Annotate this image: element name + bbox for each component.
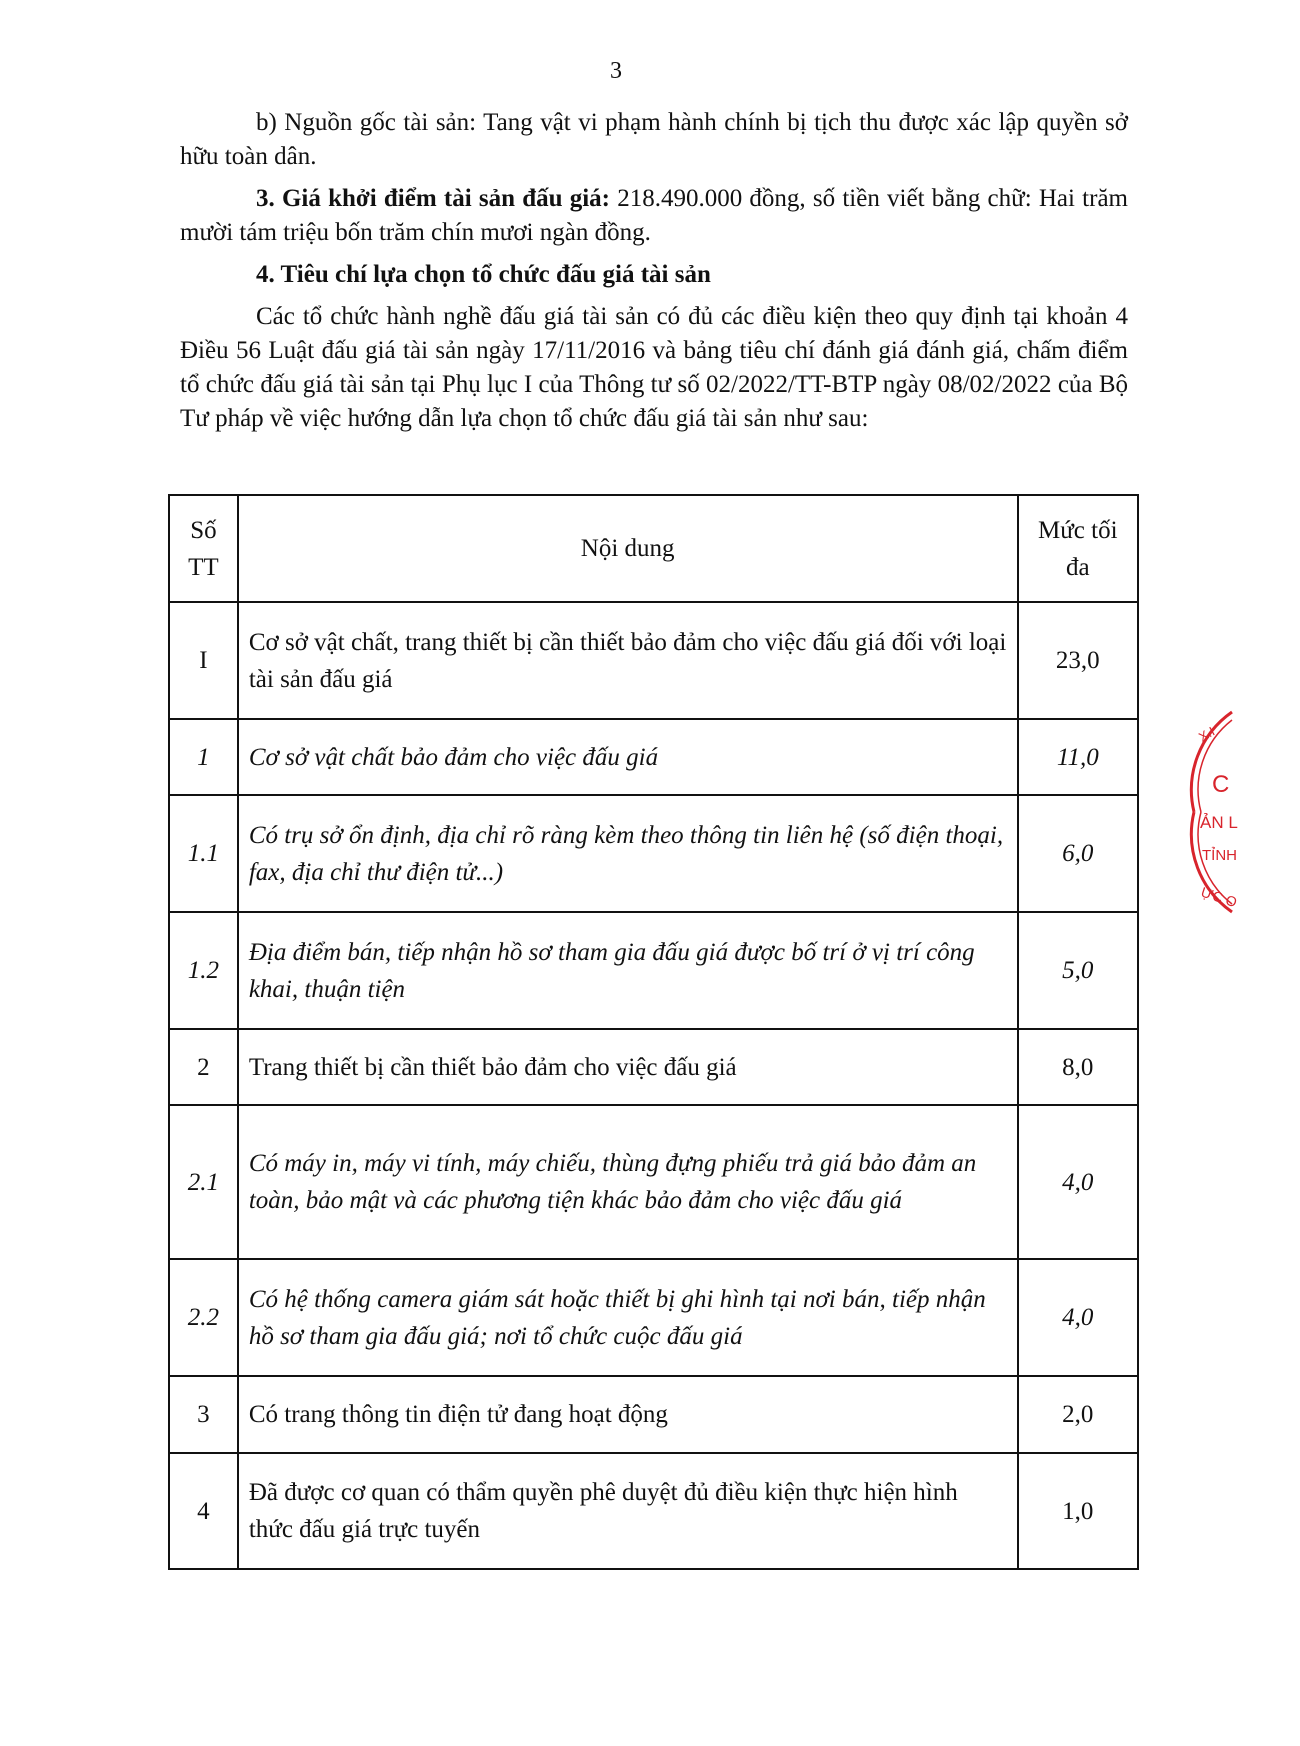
row-max: 4,0 — [1018, 1105, 1138, 1259]
row-max: 23,0 — [1018, 602, 1138, 719]
row-content: Cơ sở vật chất, trang thiết bị cần thiết bảo đảm cho việc đấu giá đối với loại tài sản đấu giá — [238, 602, 1018, 719]
row-num: I — [169, 602, 238, 719]
row-content: Có trụ sở ổn định, địa chỉ rõ ràng kèm theo thông tin liên hệ (số điện thoại, fax, địa chỉ thư điện tử...) — [238, 795, 1018, 912]
table-row — [169, 1029, 1138, 1105]
row-num: 3 — [169, 1376, 238, 1453]
seal-text-1: X.I — [1196, 723, 1218, 745]
page-number: 3 — [610, 58, 622, 84]
row-max: 2,0 — [1018, 1376, 1138, 1453]
starting-price-label: 3. Giá khởi điểm tài sản đấu giá: — [256, 185, 610, 212]
seal-text-5: ỰC O — [1199, 883, 1240, 911]
row-max: 1,0 — [1018, 1453, 1138, 1569]
red-seal-stamp — [1180, 700, 1300, 930]
paragraph-asset-origin: b) Nguồn gốc tài sản: Tang vật vi phạm hành chính bị tịch thu được xác lập quyền sở hữu toàn dân. — [180, 109, 1128, 170]
row-content: Trang thiết bị cần thiết bảo đảm cho việc đấu giá — [238, 1029, 1018, 1105]
paragraph-starting-price — [180, 182, 1128, 250]
row-content: Có hệ thống camera giám sát hoặc thiết bị ghi hình tại nơi bán, tiếp nhận hồ sơ tham gia đấu giá; nơi tổ chức cuộc đấu giá — [238, 1259, 1018, 1376]
table-row — [169, 719, 1138, 795]
row-num: 2 — [169, 1029, 238, 1105]
header-content: Nội dung — [238, 495, 1018, 602]
table-row — [169, 602, 1138, 719]
row-content: Cơ sở vật chất bảo đảm cho việc đấu giá — [238, 719, 1018, 795]
seal-text-4: TỈNH — [1202, 847, 1237, 864]
row-content: Có máy in, máy vi tính, máy chiếu, thùng đựng phiếu trả giá bảo đảm an toàn, bảo mật và các phương tiện khác bảo đảm cho việc đấu giá — [238, 1105, 1018, 1259]
table-row — [169, 795, 1138, 912]
seal-icon — [1180, 700, 1240, 930]
section-heading-criteria: 4. Tiêu chí lựa chọn tổ chức đấu giá tài sản — [256, 261, 711, 288]
document-body — [180, 106, 1128, 444]
table-header-row — [169, 495, 1138, 602]
seal-text-3: ẢN L — [1200, 813, 1238, 832]
table-row — [169, 1259, 1138, 1376]
row-max: 6,0 — [1018, 795, 1138, 912]
criteria-table — [168, 494, 1139, 1570]
row-num: 1.2 — [169, 912, 238, 1029]
row-content: Đã được cơ quan có thẩm quyền phê duyệt đủ điều kiện thực hiện hình thức đấu giá trực tuyến — [238, 1453, 1018, 1569]
row-max: 5,0 — [1018, 912, 1138, 1029]
paragraph-criteria-intro: Các tổ chức hành nghề đấu giá tài sản có đủ các điều kiện theo quy định tại khoản 4 Điều 56 Luật đấu giá tài sản ngày 17/11/2016 và bảng tiêu chí đánh giá đánh giá, chấm điểm tổ chức đấu giá tài sản tại Phụ lục I của Thông tư số 02/2022/TT-BTP ngày 08/02/2022 của Bộ Tư pháp về việc hướng dẫn lựa chọn tổ chức đấu giá tài sản như sau: — [180, 303, 1128, 432]
table-row — [169, 1105, 1138, 1259]
row-num: 1.1 — [169, 795, 238, 912]
row-max: 8,0 — [1018, 1029, 1138, 1105]
header-num: Số TT — [169, 495, 238, 602]
row-num: 2.2 — [169, 1259, 238, 1376]
row-num: 1 — [169, 719, 238, 795]
row-content: Địa điểm bán, tiếp nhận hồ sơ tham gia đấu giá được bố trí ở vị trí công khai, thuận tiện — [238, 912, 1018, 1029]
seal-text-2: C — [1212, 771, 1230, 798]
row-content: Có trang thông tin điện tử đang hoạt động — [238, 1376, 1018, 1453]
table-row — [169, 1453, 1138, 1569]
row-num: 4 — [169, 1453, 238, 1569]
table-row — [169, 912, 1138, 1029]
starting-price-text: 218.490.000 đồng, số tiền viết bằng chữ: Hai trăm mười tám triệu bốn trăm chín mươi ngàn đồng. — [180, 185, 1128, 246]
header-max: Mức tối đa — [1018, 495, 1138, 602]
row-num: 2.1 — [169, 1105, 238, 1259]
row-max: 4,0 — [1018, 1259, 1138, 1376]
row-max: 11,0 — [1018, 719, 1138, 795]
table-row — [169, 1376, 1138, 1453]
